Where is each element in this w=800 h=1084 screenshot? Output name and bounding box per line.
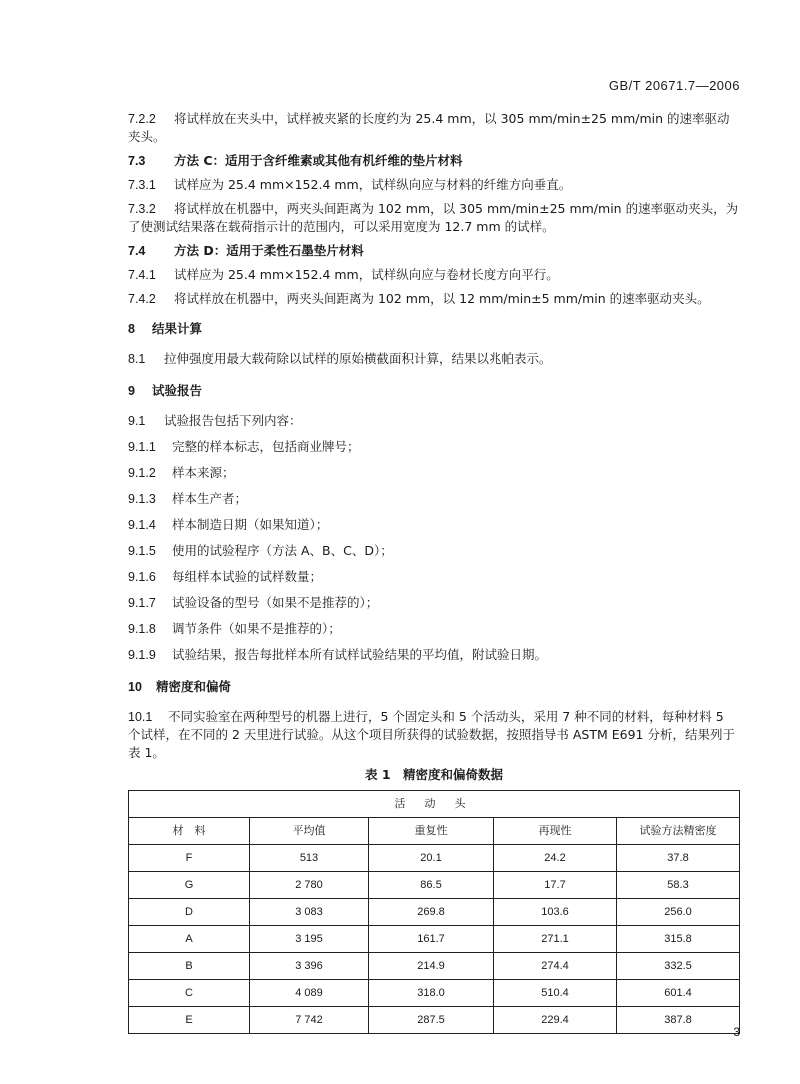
item-number: 9.1.2 xyxy=(128,466,156,480)
table-cell: 256.0 xyxy=(617,899,740,926)
table-header-row xyxy=(129,818,740,845)
table-cell: 269.8 xyxy=(369,899,494,926)
heading-text: 方法 C：适用于含纤维素或其他有机纤维的垫片材料 xyxy=(174,153,463,168)
table-cell: G xyxy=(129,872,250,899)
table-caption: 表 1 精密度和偏倚数据 xyxy=(364,767,504,782)
list-item xyxy=(128,594,740,612)
table-cell: 37.8 xyxy=(617,845,740,872)
table-cell: 3 195 xyxy=(250,926,369,953)
clause-9-1 xyxy=(128,412,740,430)
clause-number: 10.1 xyxy=(128,710,153,724)
table-cell: 510.4 xyxy=(494,980,617,1007)
clause-text: 试样应为 25.4 mm×152.4 mm，试样纵向应与材料的纤维方向垂直。 xyxy=(174,177,572,192)
table-cell: 315.8 xyxy=(617,926,740,953)
table-cell: F xyxy=(129,845,250,872)
clause-number: 8.1 xyxy=(128,352,146,366)
heading-7-4 xyxy=(128,242,740,260)
item-text: 样本来源； xyxy=(172,465,235,480)
table-cell: 601.4 xyxy=(617,980,740,1007)
table-cell: 17.7 xyxy=(494,872,617,899)
item-number: 9.1.4 xyxy=(128,518,156,532)
clause-number: 7.3.2 xyxy=(128,202,156,216)
list-item xyxy=(128,542,740,560)
column-header: 重复性 xyxy=(369,818,494,845)
item-number: 9.1.9 xyxy=(128,648,156,662)
table-row xyxy=(129,980,740,1007)
clause-number: 7.3.1 xyxy=(128,178,156,192)
table-cell: D xyxy=(129,899,250,926)
heading-number: 8 xyxy=(128,322,135,336)
column-header: 再现性 xyxy=(494,818,617,845)
group-header: 活 动 头 xyxy=(129,791,740,818)
column-header: 材 料 xyxy=(129,818,250,845)
list-item xyxy=(128,438,740,456)
heading-9 xyxy=(128,382,740,400)
clause-7-4-1 xyxy=(128,266,740,284)
report-items-list xyxy=(128,438,740,664)
table-cell: 513 xyxy=(250,845,369,872)
heading-text: 精密度和偏倚 xyxy=(156,679,232,694)
list-item xyxy=(128,568,740,586)
table-cell: 274.4 xyxy=(494,953,617,980)
table-cell: A xyxy=(129,926,250,953)
heading-text: 方法 D：适用于柔性石墨垫片材料 xyxy=(174,243,364,258)
table-cell: E xyxy=(129,1007,250,1034)
table-cell: 332.5 xyxy=(617,953,740,980)
clause-7-2-2 xyxy=(128,110,740,146)
item-text: 每组样本试验的试样数量； xyxy=(172,569,323,584)
heading-number: 9 xyxy=(128,384,135,398)
heading-text: 结果计算 xyxy=(152,321,203,336)
clause-text: 试验报告包括下列内容： xyxy=(164,413,302,428)
item-number: 9.1.3 xyxy=(128,492,156,506)
clause-number: 7.4.2 xyxy=(128,292,156,306)
heading-text: 试验报告 xyxy=(152,383,203,398)
table-cell: 229.4 xyxy=(494,1007,617,1034)
heading-10 xyxy=(128,678,740,696)
clause-7-3-1 xyxy=(128,176,740,194)
list-item xyxy=(128,490,740,508)
precision-bias-table xyxy=(128,790,740,1034)
item-text: 样本生产者； xyxy=(172,491,248,506)
table-cell: 271.1 xyxy=(494,926,617,953)
standard-code: GB/T 20671.7—2006 xyxy=(608,78,740,93)
table-cell: 3 396 xyxy=(250,953,369,980)
clause-number: 7.4.1 xyxy=(128,268,156,282)
heading-8 xyxy=(128,320,740,338)
table-cell: 3 083 xyxy=(250,899,369,926)
table-row xyxy=(129,1007,740,1034)
clause-8-1 xyxy=(128,350,740,368)
item-number: 9.1.1 xyxy=(128,440,156,454)
item-number: 9.1.7 xyxy=(128,596,156,610)
table-cell: 2 780 xyxy=(250,872,369,899)
list-item xyxy=(128,516,740,534)
clause-10-1 xyxy=(128,708,740,762)
list-item xyxy=(128,646,740,664)
item-text: 完整的样本标志，包括商业牌号； xyxy=(172,439,360,454)
table-cell: 318.0 xyxy=(369,980,494,1007)
table-row xyxy=(129,953,740,980)
table-cell: 287.5 xyxy=(369,1007,494,1034)
table-cell: B xyxy=(129,953,250,980)
table-cell: 103.6 xyxy=(494,899,617,926)
clause-7-3-2 xyxy=(128,200,740,236)
clause-text: 将试样放在机器中，两夹头间距离为 102 mm，以 12 mm/min±5 mm/min 的速率驱动夹头。 xyxy=(174,291,710,306)
item-text: 样本制造日期（如果知道）； xyxy=(172,517,329,532)
page-number: 3 xyxy=(733,1025,740,1039)
document-body xyxy=(128,110,740,1034)
item-text: 调节条件（如果不是推荐的）； xyxy=(172,621,341,636)
clause-number: 7.2.2 xyxy=(128,112,156,126)
column-header: 试验方法精密度 xyxy=(617,818,740,845)
clause-text: 拉伸强度用最大载荷除以试样的原始横截面积计算，结果以兆帕表示。 xyxy=(164,351,552,366)
item-number: 9.1.8 xyxy=(128,622,156,636)
item-text: 使用的试验程序（方法 A、B、C、D）； xyxy=(172,543,393,558)
table-group-row xyxy=(129,791,740,818)
table-cell: 214.9 xyxy=(369,953,494,980)
clause-text: 将试样放在夹头中，试样被夹紧的长度约为 25.4 mm，以 305 mm/min±25 mm/min 的速率驱动夹头。 xyxy=(128,111,730,144)
heading-number: 7.3 xyxy=(128,154,146,168)
clause-text: 试样应为 25.4 mm×152.4 mm，试样纵向应与卷材长度方向平行。 xyxy=(174,267,559,282)
table-row xyxy=(129,899,740,926)
table-cell: 7 742 xyxy=(250,1007,369,1034)
table-cell: 4 089 xyxy=(250,980,369,1007)
table-cell: 161.7 xyxy=(369,926,494,953)
clause-text: 将试样放在机器中，两夹头间距离为 102 mm，以 305 mm/min±25 mm/min 的速率驱动夹头，为了使测试结果落在载荷指示计的范围内，可以采用宽度为 12.7 mm 的试样。 xyxy=(128,201,739,234)
table-row xyxy=(129,872,740,899)
clause-text: 不同实验室在两种型号的机器上进行，5 个固定头和 5 个活动头，采用 7 种不同的材料，每种材料 5 个试样，在不同的 2 天里进行试验。从这个项目所获得的试验数据，按照指导书 ASTM E691 分析，结果列于表 1。 xyxy=(128,709,735,760)
item-text: 试验结果，报告每批样本所有试样试验结果的平均值，附试验日期。 xyxy=(172,647,548,662)
list-item xyxy=(128,620,740,638)
column-header: 平均值 xyxy=(250,818,369,845)
table-cell: 24.2 xyxy=(494,845,617,872)
clause-number: 9.1 xyxy=(128,414,146,428)
item-number: 9.1.6 xyxy=(128,570,156,584)
item-number: 9.1.5 xyxy=(128,544,156,558)
table-cell: 20.1 xyxy=(369,845,494,872)
clause-7-4-2 xyxy=(128,290,740,308)
list-item xyxy=(128,464,740,482)
table-row xyxy=(129,926,740,953)
item-text: 试验设备的型号（如果不是推荐的）； xyxy=(172,595,379,610)
table-cell: C xyxy=(129,980,250,1007)
table-cell: 58.3 xyxy=(617,872,740,899)
table-cell: 86.5 xyxy=(369,872,494,899)
table-cell: 387.8 xyxy=(617,1007,740,1034)
table-row xyxy=(129,845,740,872)
heading-number: 10 xyxy=(128,680,142,694)
heading-number: 7.4 xyxy=(128,244,146,258)
heading-7-3 xyxy=(128,152,740,170)
